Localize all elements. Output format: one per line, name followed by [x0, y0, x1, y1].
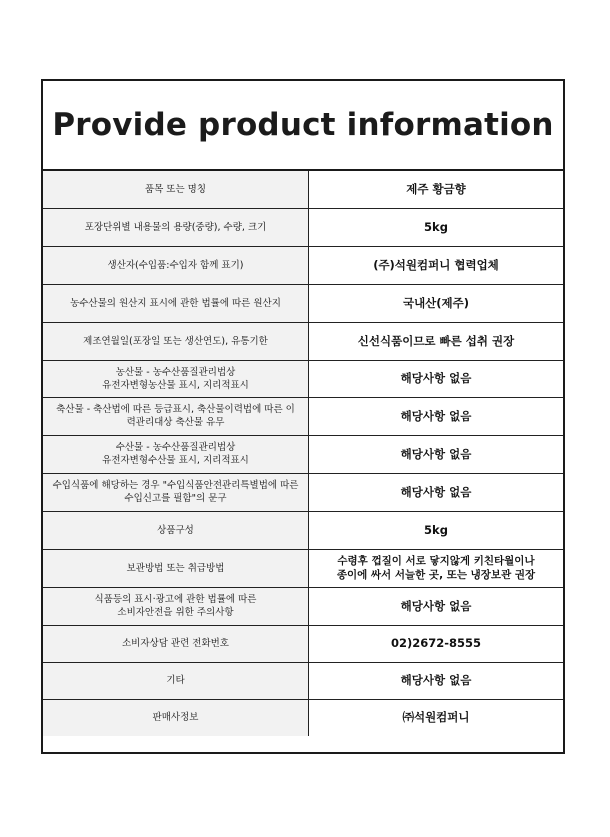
row-value: 해당사항 없음: [309, 662, 564, 699]
row-label: 식품등의 표시·광고에 관한 법률에 따른 소비자안전을 위한 주의사항: [43, 587, 309, 625]
page-title: Provide product information: [43, 81, 563, 171]
table-row: [43, 171, 563, 208]
table-row: [43, 435, 563, 473]
product-info-table: [43, 171, 563, 736]
table-row: [43, 322, 563, 360]
table-row: [43, 473, 563, 511]
row-value: 5kg: [309, 511, 564, 549]
table-row: [43, 662, 563, 699]
row-value: (주)석원컴퍼니 협력업체: [309, 246, 564, 284]
row-label: 제조연월일(포장일 또는 생산연도), 유통기한: [43, 322, 309, 360]
row-value: 신선식품이므로 빠른 섭취 권장: [309, 322, 564, 360]
table-row: [43, 284, 563, 322]
row-label: 농산물 - 농수산품질관리법상 유전자변형농산물 표시, 지리적표시: [43, 360, 309, 397]
row-value: 국내산(제주): [309, 284, 564, 322]
table-row: [43, 511, 563, 549]
row-value: 제주 황금향: [309, 171, 564, 208]
row-value: 해당사항 없음: [309, 360, 564, 397]
table-row: [43, 587, 563, 625]
row-value: 수령후 껍질이 서로 닿지않게 키친타월이나 종이에 싸서 서늘한 곳, 또는 냉장보관 권장: [309, 549, 564, 587]
row-label: 소비자상담 관련 전화번호: [43, 625, 309, 662]
row-value: 해당사항 없음: [309, 397, 564, 435]
row-label: 기타: [43, 662, 309, 699]
row-label: 포장단위별 내용물의 용량(중량), 수량, 크기: [43, 208, 309, 246]
product-info-sheet: [41, 79, 565, 754]
table-row: [43, 549, 563, 587]
row-label: 품목 또는 명칭: [43, 171, 309, 208]
row-label: 보관방법 또는 취급방법: [43, 549, 309, 587]
row-label: 수입식품에 해당하는 경우 "수입식품안전관리특별법에 따른 수입신고를 필함"의 문구: [43, 473, 309, 511]
table-row: [43, 625, 563, 662]
row-label: 축산물 - 축산법에 따른 등급표시, 축산물이력법에 따른 이 력관리대상 축산물 유무: [43, 397, 309, 435]
table-row: [43, 208, 563, 246]
row-label: 생산자(수입품:수입자 함께 표기): [43, 246, 309, 284]
row-label: 수산물 - 농수산품질관리법상 유전자변형수산물 표시, 지리적표시: [43, 435, 309, 473]
table-row: [43, 397, 563, 435]
row-value: 해당사항 없음: [309, 473, 564, 511]
table-row: [43, 699, 563, 736]
table-row: [43, 360, 563, 397]
row-value: 해당사항 없음: [309, 435, 564, 473]
row-value: 5kg: [309, 208, 564, 246]
row-label: 상품구성: [43, 511, 309, 549]
table-row: [43, 246, 563, 284]
row-value: 02)2672-8555: [309, 625, 564, 662]
row-label: 농수산물의 원산지 표시에 관한 법률에 따른 원산지: [43, 284, 309, 322]
row-value: ㈜석원컴퍼니: [309, 699, 564, 736]
row-label: 판매사정보: [43, 699, 309, 736]
row-value: 해당사항 없음: [309, 587, 564, 625]
